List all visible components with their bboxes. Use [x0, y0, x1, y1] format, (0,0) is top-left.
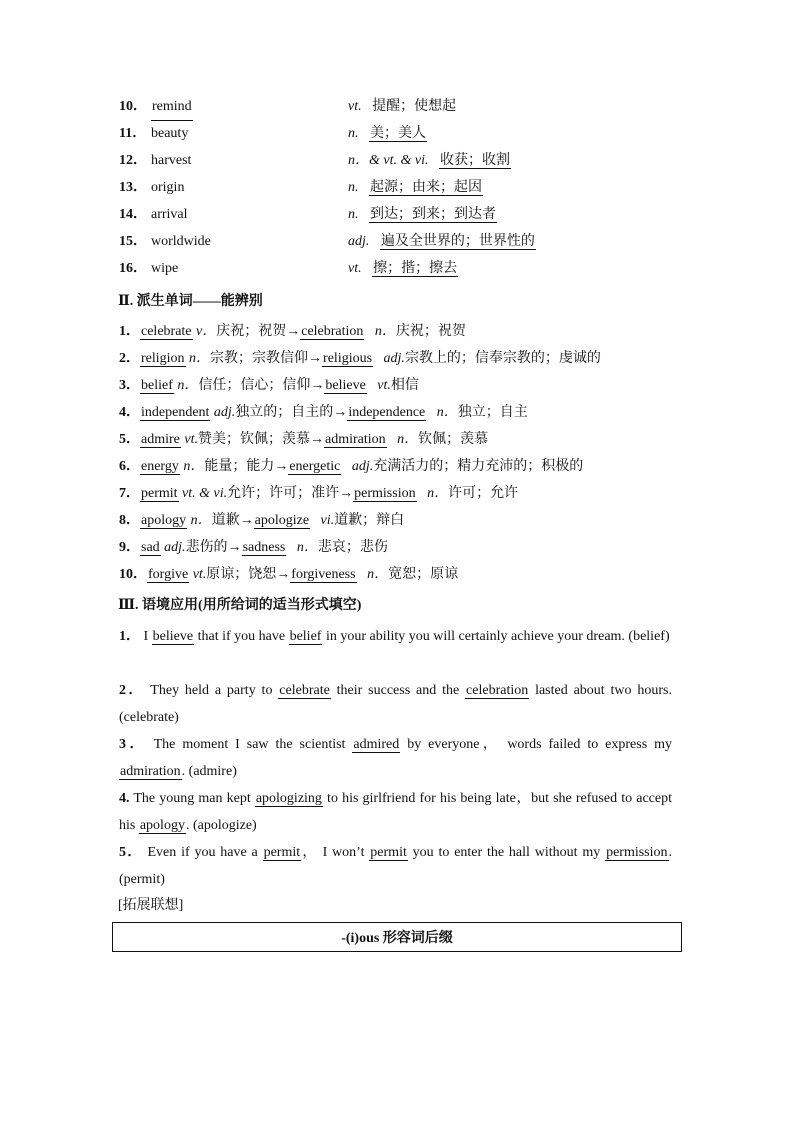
derivative-row [119, 399, 528, 426]
derived-word: energetic [289, 459, 341, 474]
part-of-speech: adj. [351, 459, 374, 474]
part-of-speech: n．& vt. & vi. [348, 153, 429, 168]
vocab-row [119, 228, 719, 255]
sentence-text: Even if you have a [142, 845, 263, 860]
item-number: 2． [119, 683, 145, 698]
base-meaning: 悲伤的→ [185, 540, 242, 555]
derived-meaning: 钦佩；羡慕 [418, 432, 489, 447]
sentence-text: I [140, 629, 152, 644]
answer-blank: permission [606, 845, 668, 860]
item-number: 7． [119, 486, 140, 501]
base-meaning: 道歉→ [211, 513, 254, 528]
part-of-speech: n． [427, 486, 449, 501]
sentence-text: that if you have [194, 629, 289, 644]
part-of-speech: vt. & vi. [182, 486, 228, 501]
vocab-definition [348, 255, 458, 282]
vocab-definition [348, 93, 456, 120]
base-word: apology [141, 513, 187, 528]
part-of-speech: vt. [192, 567, 207, 582]
base-word: admire [141, 432, 180, 447]
vocab-word: origin [151, 180, 185, 195]
derivative-row [119, 426, 488, 453]
base-meaning: 独立的；自主的→ [235, 405, 348, 420]
vocab-row [119, 147, 719, 174]
derived-meaning: 宽恕；原谅 [388, 567, 459, 582]
derivative-row [119, 534, 388, 561]
vocab-word: arrival [151, 207, 188, 222]
derivative-row [119, 561, 458, 588]
vocab-word: harvest [151, 153, 192, 168]
vocab-row [119, 255, 719, 282]
chinese-meaning: 收获；收割 [440, 153, 510, 168]
suffix-table-header [112, 922, 682, 952]
vocab-row [119, 93, 719, 120]
item-number: 4． [119, 405, 140, 420]
part-of-speech: vt. [348, 99, 362, 114]
item-number: 1． [119, 629, 140, 644]
derived-word: forgiveness [291, 567, 356, 582]
part-of-speech: v． [196, 324, 217, 339]
item-number: 5． [119, 845, 143, 860]
item-number: 16． [119, 261, 147, 276]
base-word: independent [141, 405, 210, 420]
part-of-speech: n． [367, 567, 389, 582]
item-number: 1． [119, 324, 140, 339]
item-number: 3． [119, 737, 147, 752]
vocab-row [119, 174, 719, 201]
sentence-text: The moment I saw the scientist [146, 737, 353, 752]
sentence-text: their success and the [330, 683, 466, 698]
part-of-speech: n. [348, 180, 359, 195]
chinese-meaning: 到达；到来；到达者 [370, 207, 496, 222]
sentence-text: to his girlfriend for his being late，but she refused to accept his [119, 791, 672, 833]
derived-word: admiration [324, 432, 386, 447]
context-sentence [119, 677, 672, 731]
vocab-definition [348, 174, 483, 201]
item-number: 11． [119, 126, 147, 141]
part-of-speech: adj. [383, 351, 405, 366]
sentence-text: by everyone， words failed to express my [400, 737, 672, 752]
vocab-word: remind [151, 93, 193, 121]
part-of-speech: n. [348, 126, 359, 141]
sentence-text: . (admire) [181, 764, 237, 779]
answer-blank: permit [370, 845, 407, 860]
base-word: sad [141, 540, 160, 555]
vocab-row [119, 120, 719, 147]
derivative-row [119, 345, 601, 372]
base-word: forgive [148, 567, 189, 582]
answer-blank: celebrate [279, 683, 330, 698]
answer-blank: celebration [466, 683, 529, 698]
vocab-word: beauty [151, 126, 189, 141]
sentence-text: . (apologize) [185, 818, 257, 833]
part-of-speech: vt. [184, 432, 198, 447]
derived-meaning: 独立；自主 [457, 405, 528, 420]
part-of-speech: vt. [348, 261, 362, 276]
derived-word: sadness [242, 540, 286, 555]
base-word: permit [141, 486, 178, 501]
derivative-row [119, 453, 583, 480]
base-meaning: 庆祝；祝贺→ [216, 324, 301, 339]
derived-word: celebration [301, 324, 364, 339]
part-of-speech: adj. [348, 234, 370, 249]
part-of-speech: n． [397, 432, 419, 447]
part-of-speech: vi. [320, 513, 335, 528]
answer-blank: admired [353, 737, 400, 752]
derived-word: independence [348, 405, 426, 420]
item-number: 8． [119, 513, 140, 528]
part-of-speech: n． [190, 513, 212, 528]
base-meaning: 信任；信心；信仰→ [198, 378, 325, 393]
base-word: celebrate [141, 324, 192, 339]
part-of-speech: n. [348, 207, 359, 222]
answer-blank: apology [139, 818, 185, 833]
derivative-row [119, 480, 518, 507]
derived-meaning: 悲哀；悲伤 [317, 540, 388, 555]
answer-blank: belief [289, 629, 322, 644]
section-3-title: Ⅲ. 语境应用(用所给词的适当形式填空) [118, 598, 362, 613]
sentence-text: in your ability you will certainly achieve your dream. (belief) [322, 629, 670, 644]
sentence-text: They held a party to [144, 683, 279, 698]
chinese-meaning: 提醒；使想起 [372, 99, 457, 114]
derived-meaning: 宗教上的；信奉宗教的；虔诚的 [404, 351, 601, 366]
vocab-definition [348, 228, 536, 255]
item-number: 4. [119, 791, 130, 806]
item-number: 2． [119, 351, 140, 366]
item-number: 3． [119, 378, 140, 393]
part-of-speech: n． [189, 351, 211, 366]
part-of-speech: n． [436, 405, 458, 420]
item-number: 10． [119, 99, 147, 114]
derived-word: permission [354, 486, 416, 501]
sentence-text: The young man kept [129, 791, 255, 806]
context-sentence [119, 731, 672, 785]
vocab-definition [348, 147, 511, 174]
item-number: 13． [119, 180, 147, 195]
extension-label: [拓展联想] [118, 898, 184, 913]
chinese-meaning: 起源；由来；起因 [370, 180, 482, 195]
base-word: energy [141, 459, 179, 474]
context-sentence [119, 623, 672, 650]
derivative-row [119, 507, 404, 534]
sentence-text: . (permit) [119, 845, 673, 887]
part-of-speech: n． [296, 540, 318, 555]
item-number: 6． [119, 459, 140, 474]
vocab-definition [348, 120, 427, 147]
item-number: 15． [119, 234, 147, 249]
answer-blank: believe [152, 629, 194, 644]
derived-meaning: 道歉；辩白 [334, 513, 405, 528]
answer-blank: admiration [120, 764, 181, 779]
derived-word: religious [323, 351, 373, 366]
part-of-speech: adj. [213, 405, 236, 420]
derived-word: believe [325, 378, 366, 393]
context-sentence [119, 785, 672, 839]
base-word: religion [141, 351, 185, 366]
chinese-meaning: 遍及全世界的；世界性的 [380, 234, 535, 249]
derived-meaning: 相信 [390, 378, 419, 393]
part-of-speech: vt. [377, 378, 391, 393]
item-number: 14． [119, 207, 147, 222]
base-meaning: 原谅；饶恕→ [206, 567, 291, 582]
answer-blank: apologizing [255, 791, 322, 806]
item-number: 5． [119, 432, 140, 447]
base-meaning: 宗教；宗教信仰→ [210, 351, 323, 366]
vocab-row [119, 201, 719, 228]
part-of-speech: adj. [164, 540, 186, 555]
base-meaning: 赞美；钦佩；羡慕→ [197, 432, 324, 447]
vocab-definition [348, 201, 497, 228]
derived-meaning: 充满活力的；精力充沛的；积极的 [373, 459, 584, 474]
sentence-text: ， I won’t [301, 845, 370, 860]
part-of-speech: n． [183, 459, 205, 474]
answer-blank: permit [263, 845, 301, 860]
derived-meaning: 许可；允许 [448, 486, 519, 501]
chinese-meaning: 擦；揩；擦去 [373, 261, 458, 276]
part-of-speech: n． [374, 324, 396, 339]
suffix-table-header-text: -(i)ous 形容词后缀 [341, 931, 453, 946]
derivative-row [119, 372, 419, 399]
chinese-meaning: 美；美人 [370, 126, 426, 141]
derived-meaning: 庆祝；祝贺 [395, 324, 466, 339]
vocab-word: wipe [151, 261, 179, 276]
derivative-row [119, 318, 466, 345]
context-sentence [119, 839, 672, 893]
section-2-title: Ⅱ. 派生单词——能辨别 [118, 294, 263, 309]
sentence-text: lasted about two hours. (celebrate) [119, 683, 672, 725]
vocab-word: worldwide [151, 234, 211, 249]
base-meaning: 允许；许可；准许→ [227, 486, 354, 501]
derived-word: apologize [254, 513, 310, 528]
part-of-speech: n． [177, 378, 199, 393]
base-word: belief [141, 378, 173, 393]
item-number: 12． [119, 153, 147, 168]
item-number: 10． [119, 567, 147, 582]
sentence-text: you to enter the hall without my [407, 845, 606, 860]
item-number: 9． [119, 540, 140, 555]
base-meaning: 能量；能力→ [204, 459, 289, 474]
